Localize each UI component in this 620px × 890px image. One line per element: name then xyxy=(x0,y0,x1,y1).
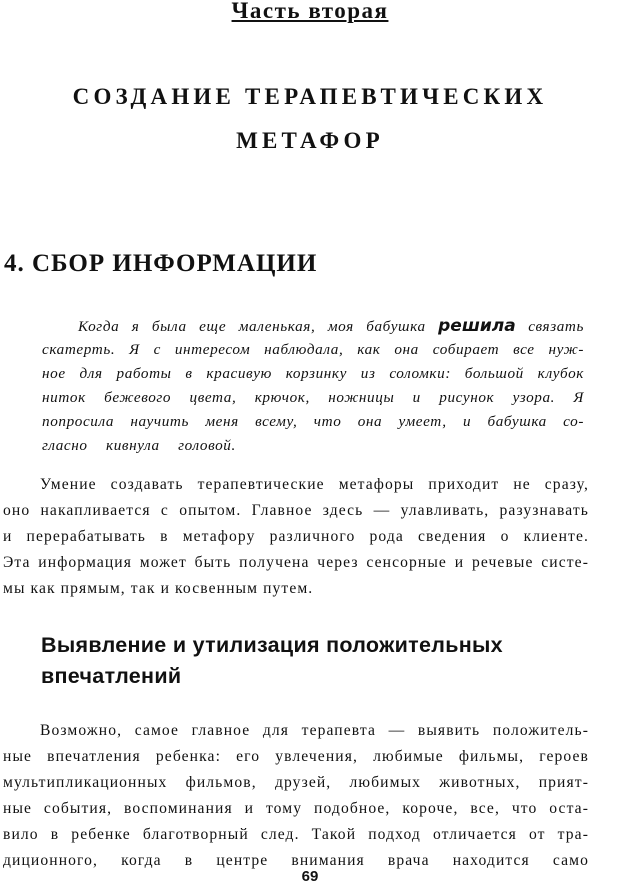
page-number: 69 xyxy=(301,868,319,885)
epigraph-text: Когда я была еще маленькая, моя бабушка xyxy=(78,318,426,335)
paragraph-line: ные события, воспоминания и тому подобное, короче, все, что оста- xyxy=(3,800,589,817)
epigraph-line: ниток бежевого цвета, крючок, ножницы и рисунок узора. Я xyxy=(42,389,584,406)
paragraph-line: диционного, когда в центре внимания врача находится само xyxy=(3,852,589,869)
epigraph-line: скатерть. Я с интересом наблюдала, как она собирает все нуж- xyxy=(42,341,584,358)
part-title: Часть вторая xyxy=(231,0,389,23)
epigraph-line: гласно кивнула головой. xyxy=(42,437,236,454)
paragraph-line: и перерабатывать в метафору различного рода сведения о клиенте. xyxy=(3,528,589,545)
handwritten-word: решила xyxy=(438,316,516,336)
paragraph-line: мы как прямым, так и косвенным путем. xyxy=(3,580,314,597)
section-heading-line-1: Выявление и утилизация положительных xyxy=(41,633,503,657)
book-title-line-1: СОЗДАНИЕ ТЕРАПЕВТИЧЕСКИХ xyxy=(72,84,548,109)
paragraph-line: мультипликационных фильмов, друзей, любимых животных, прият- xyxy=(3,774,589,791)
epigraph-line xyxy=(78,314,584,338)
chapter-heading: 4. СБОР ИНФОРМАЦИИ xyxy=(4,250,318,277)
paragraph-line: Возможно, самое главное для терапевта — выявить положитель- xyxy=(40,722,589,739)
epigraph-text: связать xyxy=(528,318,585,335)
epigraph-line: попросила научить меня всему, что она умеет, и бабушка со- xyxy=(42,413,584,430)
book-title-line-2: МЕТАФОР xyxy=(236,128,384,153)
paragraph-line: Умение создавать терапевтические метафоры приходит не сразу, xyxy=(40,476,589,493)
paragraph-line: вило в ребенке благотворный след. Такой подход отличается от тра- xyxy=(3,826,589,843)
paragraph-line: оно накапливается с опытом. Главное здесь — улавливать, разузнавать xyxy=(3,502,589,519)
paragraph-line: ные впечатления ребенка: его увлечения, любимые фильмы, героев xyxy=(3,748,589,765)
section-heading-line-2: впечатлений xyxy=(41,664,182,688)
epigraph-line: ное для работы в красивую корзинку из соломки: большой клубок xyxy=(42,365,584,382)
paragraph-line: Эта информация может быть получена через сенсорные и речевые систе- xyxy=(3,554,589,571)
